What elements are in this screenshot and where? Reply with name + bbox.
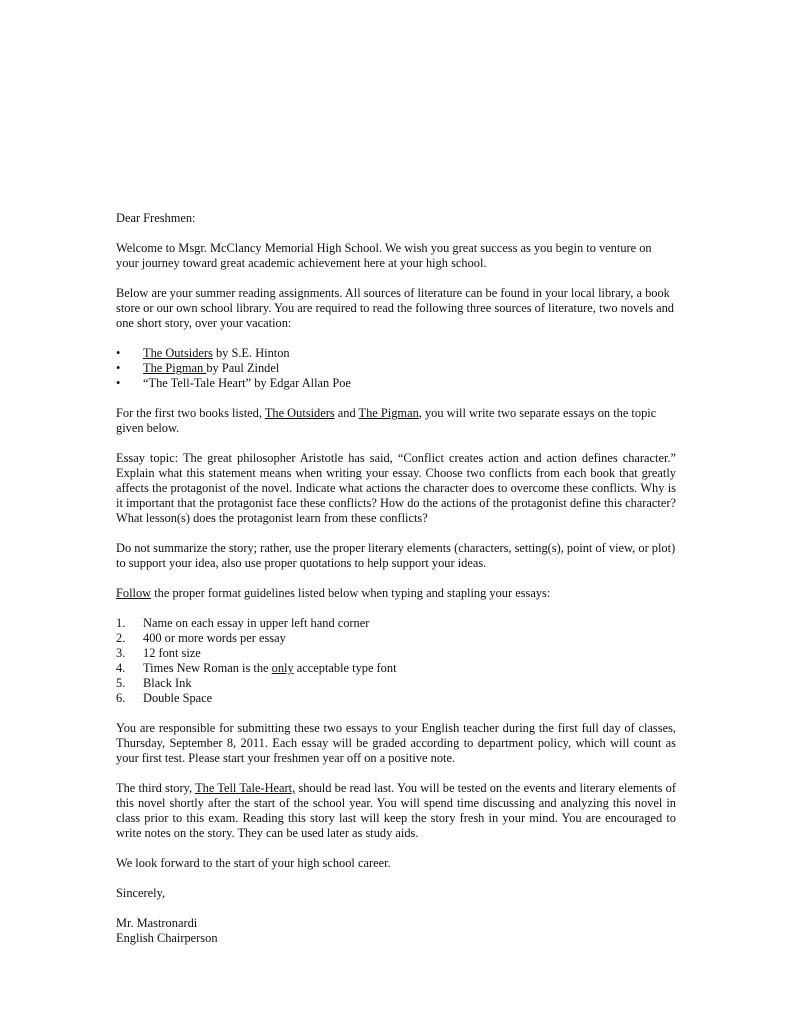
- signer-name: Mr. Mastronardi: [116, 916, 198, 930]
- story-title: The Tell Tale-Heart,: [195, 781, 296, 795]
- book-author: “The Tell-Tale Heart” by Edgar Allan Poe: [143, 376, 351, 390]
- list-number: 1.: [116, 616, 126, 630]
- intro-paragraph: Below are your summer reading assignments. All sources of literature can be found in your local library, a book store or our own school library. You are required to read the following three sources of literature, two novels and one short story, over your vacation:: [116, 286, 674, 330]
- list-item: [116, 346, 676, 361]
- first-two-paragraph: For the first two books listed, The Outsiders and The Pigman, you will write two separate essays on the topic given below.: [116, 406, 657, 435]
- third-story-paragraph: The third story, The Tell Tale-Heart, should be read last. You will be tested on the events and literary elements of this novel shortly after the start of the school year. You will spend time discussing and analyzing this novel in class prior to this exam. Reading this story last will keep the story fresh in your mind. You are encouraged to write notes on the story. They can be used later as study aids.: [116, 781, 677, 840]
- essay-topic-paragraph: Essay topic: The great philosopher Aristotle has said, “Conflict creates action and action defines character.” Explain what this statement means when writing your essay. Choose two conflicts from each book that greatly affects the protagonist of the novel. Indicate what actions the character does to overcome these conflicts. Why is it important that the protagonist face these conflicts? How do the actions of the protagonist define this character? What lesson(s) does the protagonist learn from these conflicts?: [116, 451, 676, 525]
- book-title: The Pigman: [358, 406, 419, 420]
- closing: Sincerely,: [116, 886, 166, 900]
- list-number: 6.: [116, 691, 126, 705]
- list-item: 3. 12 font size: [116, 646, 201, 660]
- list-item: 1. Name on each essay in upper left hand corner: [116, 616, 370, 630]
- do-not-summarize-paragraph: Do not summarize the story; rather, use the proper literary elements (characters, setting(s), point of view, or plot) to support your idea, also use proper quotations to help support your ideas.: [116, 541, 676, 570]
- book-author: by S.E. Hinton: [212, 346, 290, 360]
- book-title: The Pigman: [143, 361, 207, 375]
- book-title: The Outsiders: [143, 346, 213, 360]
- list-item: 5. Black Ink: [116, 676, 192, 690]
- book-title: The Outsiders: [264, 406, 335, 420]
- follow-paragraph: Follow the proper format guidelines listed below when typing and stapling your essays:: [116, 586, 551, 600]
- signature-block: [116, 916, 676, 946]
- list-item: 6. Double Space: [116, 691, 213, 705]
- letter: [116, 211, 676, 946]
- list-number: 5.: [116, 676, 126, 690]
- list-item: [116, 376, 676, 391]
- only-word: only: [271, 661, 294, 675]
- look-forward-paragraph: We look forward to the start of your high school career.: [116, 856, 391, 870]
- signer-title: English Chairperson: [116, 931, 218, 945]
- list-number: 3.: [116, 646, 126, 660]
- list-item: 2. 400 or more words per essay: [116, 631, 286, 645]
- book-author: by Paul Zindel: [206, 361, 280, 375]
- reading-list: [116, 346, 676, 391]
- follow-word: Follow: [116, 586, 152, 600]
- list-number: 4.: [116, 661, 126, 675]
- responsible-paragraph: You are responsible for submitting these two essays to your English teacher during the first full day of classes, Thursday, September 8, 2011. Each essay will be graded according to department policy, which will count as your first test. Please start your freshmen year off on a positive note.: [116, 721, 676, 765]
- format-guidelines-list: [116, 616, 676, 706]
- welcome-paragraph: Welcome to Msgr. McClancy Memorial High School. We wish you great success as you begin to venture on your journey toward great academic achievement here at your high school.: [116, 241, 652, 270]
- list-item: [116, 361, 676, 376]
- list-number: 2.: [116, 631, 126, 645]
- greeting: Dear Freshmen:: [116, 211, 196, 225]
- list-item: 4. Times New Roman is the only acceptable type font: [116, 661, 397, 675]
